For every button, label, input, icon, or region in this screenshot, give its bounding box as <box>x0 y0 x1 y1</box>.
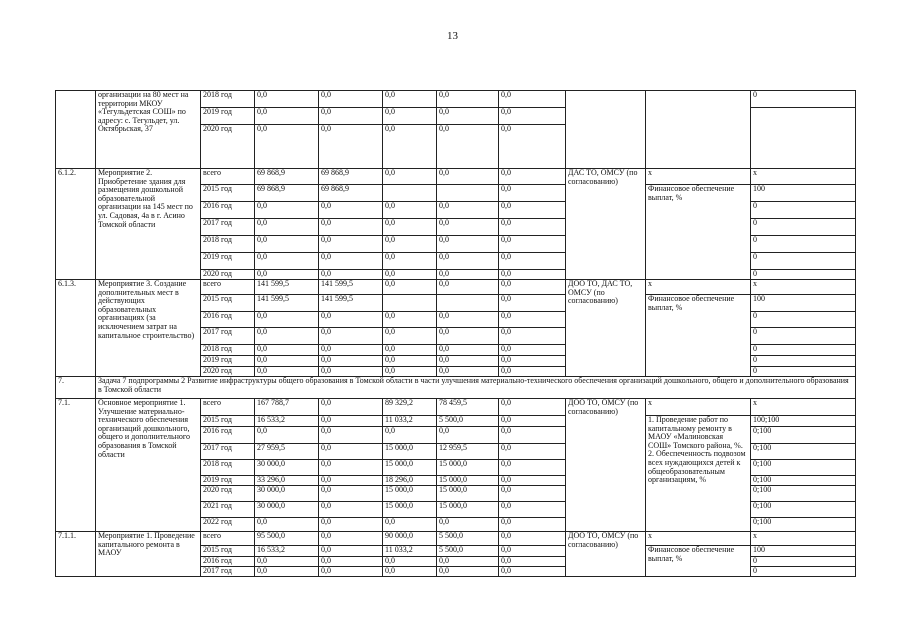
indicator-value: 100 <box>751 295 856 312</box>
indicator-value: 0 <box>751 367 856 377</box>
federal-cell: 0,0 <box>319 427 383 444</box>
extra-cell: 0,0 <box>499 567 566 577</box>
local-cell: 0,0 <box>437 202 499 219</box>
local-cell: 0,0 <box>437 367 499 377</box>
row-code: 7.1.1. <box>56 532 96 577</box>
year-cell: 2015 год <box>201 546 255 557</box>
indicator-value: 0;100 <box>751 476 856 486</box>
total-cell: 0,0 <box>255 125 319 169</box>
year-cell: всего <box>201 399 255 416</box>
executor-cell: ДАС ТО, ОМСУ (по согласованию) <box>566 169 646 280</box>
regional-cell: 0,0 <box>383 236 437 253</box>
extra-cell: 0,0 <box>499 328 566 345</box>
year-cell: 2015 год <box>201 185 255 202</box>
indicator-name: Финансовое обеспечение выплат, % <box>646 295 751 377</box>
total-cell: 16 533,2 <box>255 546 319 557</box>
extra-cell: 0,0 <box>499 532 566 546</box>
federal-cell: 0,0 <box>319 460 383 476</box>
year-cell: 2022 год <box>201 518 255 532</box>
measure-name: Основное мероприятие 1. Улучшение материально-технического обеспечения организаций дошкольного, общего и дополнительного образования в Томской области <box>96 399 201 532</box>
regional-cell <box>383 185 437 202</box>
year-cell: 2015 год <box>201 416 255 427</box>
local-cell: 0,0 <box>437 567 499 577</box>
year-cell: всего <box>201 280 255 295</box>
regional-cell: 0,0 <box>383 427 437 444</box>
extra-cell: 0,0 <box>499 295 566 312</box>
local-cell <box>437 295 499 312</box>
regional-cell: 0,0 <box>383 367 437 377</box>
local-cell: 0,0 <box>437 345 499 356</box>
measure-name: Мероприятие 3. Создание дополнительных мест в действующих образовательных организациях (за исключением затрат на капитальное строительство) <box>96 280 201 377</box>
extra-cell: 0,0 <box>499 108 566 125</box>
executor-cell: ДОО ТО, ОМСУ (по согласованию) <box>566 399 646 532</box>
total-cell: 0,0 <box>255 91 319 108</box>
total-cell: 0,0 <box>255 567 319 577</box>
extra-cell: 0,0 <box>499 312 566 328</box>
regional-cell: 0,0 <box>383 557 437 567</box>
extra-cell: 0,0 <box>499 202 566 219</box>
total-cell: 141 599,5 <box>255 280 319 295</box>
indicator-value: 100 <box>751 185 856 202</box>
indicator-value: 0;100 <box>751 518 856 532</box>
extra-cell: 0,0 <box>499 460 566 476</box>
total-cell: 0,0 <box>255 253 319 270</box>
regional-cell: 18 296,0 <box>383 476 437 486</box>
extra-cell: 0,0 <box>499 557 566 567</box>
federal-cell: 69 868,9 <box>319 169 383 185</box>
year-cell: 2018 год <box>201 345 255 356</box>
federal-cell: 0,0 <box>319 367 383 377</box>
extra-cell: 0,0 <box>499 486 566 502</box>
year-cell: 2019 год <box>201 356 255 367</box>
federal-cell: 0,0 <box>319 416 383 427</box>
federal-cell: 0,0 <box>319 236 383 253</box>
indicator-value: 0 <box>751 557 856 567</box>
indicator-value: 0;100 <box>751 502 856 518</box>
year-cell: всего <box>201 532 255 546</box>
indicator-cell: х <box>646 280 751 295</box>
year-cell: 2020 год <box>201 125 255 169</box>
indicator-cell: х <box>646 532 751 546</box>
indicator-value: 0 <box>751 345 856 356</box>
local-cell: 0,0 <box>437 253 499 270</box>
year-cell: 2017 год <box>201 444 255 460</box>
table-row <box>56 532 856 546</box>
regional-cell: 0,0 <box>383 253 437 270</box>
year-cell: 2018 год <box>201 460 255 476</box>
year-cell: 2016 год <box>201 427 255 444</box>
indicator-name <box>751 108 856 169</box>
regional-cell <box>383 295 437 312</box>
regional-cell: 15 000,0 <box>383 502 437 518</box>
regional-cell: 89 329,2 <box>383 399 437 416</box>
regional-cell: 0,0 <box>383 518 437 532</box>
program-table <box>55 90 856 577</box>
total-cell: 30 000,0 <box>255 486 319 502</box>
extra-cell: 0,0 <box>499 356 566 367</box>
total-cell: 30 000,0 <box>255 460 319 476</box>
local-cell: 0,0 <box>437 356 499 367</box>
federal-cell: 0,0 <box>319 399 383 416</box>
total-cell: 69 868,9 <box>255 169 319 185</box>
federal-cell: 141 599,5 <box>319 295 383 312</box>
regional-cell: 0,0 <box>383 345 437 356</box>
indicator-value: 0 <box>751 312 856 328</box>
executor-cell: ДОО ТО, ОМСУ (по согласованию) <box>566 532 646 577</box>
extra-cell: 0,0 <box>499 416 566 427</box>
total-cell: 0,0 <box>255 427 319 444</box>
task-text: Задача 7 подпрограммы 2 Развитие инфраструктуры общего образования в Томской области в части улучшения материально-технического обеспечения организаций дошкольного, общего и дополнительного образования в Томской области <box>96 377 856 399</box>
indicator-value: 0 <box>751 567 856 577</box>
indicator-value: 0;100 <box>751 427 856 444</box>
total-cell: 30 000,0 <box>255 502 319 518</box>
table-row <box>56 399 856 416</box>
executor-cell <box>566 91 646 169</box>
local-cell: 15 000,0 <box>437 486 499 502</box>
extra-cell: 0,0 <box>499 345 566 356</box>
indicator-value: 0 <box>751 270 856 280</box>
local-cell: 12 959,5 <box>437 444 499 460</box>
federal-cell: 0,0 <box>319 253 383 270</box>
extra-cell: 0,0 <box>499 270 566 280</box>
regional-cell: 15 000,0 <box>383 444 437 460</box>
federal-cell: 0,0 <box>319 518 383 532</box>
year-cell: 2015 год <box>201 295 255 312</box>
federal-cell: 0,0 <box>319 202 383 219</box>
indicator-value: 0 <box>751 91 856 108</box>
regional-cell: 0,0 <box>383 219 437 236</box>
row-code: 7.1. <box>56 399 96 532</box>
extra-cell: 0,0 <box>499 367 566 377</box>
task-row <box>56 377 856 399</box>
total-cell: 0,0 <box>255 236 319 253</box>
federal-cell: 0,0 <box>319 567 383 577</box>
table-row <box>56 280 856 295</box>
local-cell: 0,0 <box>437 125 499 169</box>
total-cell: 0,0 <box>255 345 319 356</box>
federal-cell: 0,0 <box>319 557 383 567</box>
indicator-name <box>646 91 751 169</box>
indicator-value: 0 <box>751 328 856 345</box>
local-cell: 0,0 <box>437 108 499 125</box>
local-cell: 0,0 <box>437 328 499 345</box>
local-cell: 15 000,0 <box>437 502 499 518</box>
total-cell: 0,0 <box>255 557 319 567</box>
indicator-cell: х <box>646 399 751 416</box>
extra-cell: 0,0 <box>499 399 566 416</box>
year-cell: 2019 год <box>201 108 255 125</box>
regional-cell: 0,0 <box>383 567 437 577</box>
task-code: 7. <box>56 377 96 399</box>
indicator-value: 100;100 <box>751 416 856 427</box>
federal-cell: 69 868,9 <box>319 185 383 202</box>
total-cell: 0,0 <box>255 356 319 367</box>
total-cell: 27 959,5 <box>255 444 319 460</box>
indicator-value: х <box>751 280 856 295</box>
row-code: 6.1.3. <box>56 280 96 377</box>
total-cell: 0,0 <box>255 518 319 532</box>
local-cell: 0,0 <box>437 270 499 280</box>
federal-cell: 0,0 <box>319 486 383 502</box>
measure-name: Мероприятие 1. Проведение капитального ремонта в МАОУ <box>96 532 201 577</box>
year-cell: всего <box>201 169 255 185</box>
extra-cell: 0,0 <box>499 125 566 169</box>
total-cell: 33 296,0 <box>255 476 319 486</box>
federal-cell: 0,0 <box>319 312 383 328</box>
indicator-name: Финансовое обеспечение выплат, % <box>646 546 751 577</box>
local-cell: 0,0 <box>437 236 499 253</box>
year-cell: 2019 год <box>201 253 255 270</box>
total-cell: 167 788,7 <box>255 399 319 416</box>
total-cell: 141 599,5 <box>255 295 319 312</box>
regional-cell: 0,0 <box>383 125 437 169</box>
total-cell: 95 500,0 <box>255 532 319 546</box>
regional-cell: 0,0 <box>383 280 437 295</box>
federal-cell: 0,0 <box>319 345 383 356</box>
extra-cell: 0,0 <box>499 185 566 202</box>
federal-cell: 0,0 <box>319 219 383 236</box>
indicator-value: 0;100 <box>751 486 856 502</box>
regional-cell: 11 033,2 <box>383 546 437 557</box>
federal-cell: 0,0 <box>319 91 383 108</box>
indicator-value: х <box>751 532 856 546</box>
indicator-value: х <box>751 169 856 185</box>
total-cell: 69 868,9 <box>255 185 319 202</box>
table-row <box>56 169 856 185</box>
regional-cell: 11 033,2 <box>383 416 437 427</box>
federal-cell: 0,0 <box>319 356 383 367</box>
indicator-name: Финансовое обеспечение выплат, % <box>646 185 751 280</box>
federal-cell: 0,0 <box>319 270 383 280</box>
regional-cell: 90 000,0 <box>383 532 437 546</box>
year-cell: 2018 год <box>201 236 255 253</box>
federal-cell: 0,0 <box>319 108 383 125</box>
extra-cell: 0,0 <box>499 518 566 532</box>
local-cell: 0,0 <box>437 557 499 567</box>
regional-cell: 0,0 <box>383 91 437 108</box>
indicator-value: 0 <box>751 219 856 236</box>
year-cell: 2016 год <box>201 557 255 567</box>
total-cell: 0,0 <box>255 108 319 125</box>
federal-cell: 0,0 <box>319 546 383 557</box>
extra-cell: 0,0 <box>499 253 566 270</box>
regional-cell: 0,0 <box>383 328 437 345</box>
regional-cell: 0,0 <box>383 169 437 185</box>
indicator-value: 100 <box>751 546 856 557</box>
local-cell: 5 500,0 <box>437 416 499 427</box>
indicator-value: 0 <box>751 253 856 270</box>
federal-cell: 0,0 <box>319 476 383 486</box>
regional-cell: 0,0 <box>383 202 437 219</box>
local-cell: 5 500,0 <box>437 546 499 557</box>
local-cell: 0,0 <box>437 280 499 295</box>
indicator-name: 1. Проведение работ по капитальному ремонту в МАОУ «Малиновская СОШ» Томского района, %. 2. Обеспеченность подвозом всех нуждающихся детей к общеобразовательным организациям, % <box>646 416 751 532</box>
local-cell: 15 000,0 <box>437 476 499 486</box>
regional-cell: 0,0 <box>383 356 437 367</box>
local-cell: 0,0 <box>437 91 499 108</box>
local-cell: 0,0 <box>437 169 499 185</box>
regional-cell: 0,0 <box>383 270 437 280</box>
local-cell: 0,0 <box>437 427 499 444</box>
federal-cell: 141 599,5 <box>319 280 383 295</box>
extra-cell: 0,0 <box>499 280 566 295</box>
indicator-value: 0;100 <box>751 444 856 460</box>
local-cell: 15 000,0 <box>437 460 499 476</box>
federal-cell: 0,0 <box>319 125 383 169</box>
federal-cell: 0,0 <box>319 532 383 546</box>
extra-cell: 0,0 <box>499 546 566 557</box>
extra-cell: 0,0 <box>499 427 566 444</box>
year-cell: 2018 год <box>201 91 255 108</box>
year-cell: 2020 год <box>201 270 255 280</box>
total-cell: 0,0 <box>255 328 319 345</box>
page-number: 13 <box>447 30 458 42</box>
year-cell: 2019 год <box>201 476 255 486</box>
indicator-value: 0 <box>751 236 856 253</box>
regional-cell: 0,0 <box>383 108 437 125</box>
total-cell: 16 533,2 <box>255 416 319 427</box>
row-code <box>56 91 96 169</box>
year-cell: 2017 год <box>201 219 255 236</box>
year-cell: 2020 год <box>201 367 255 377</box>
extra-cell: 0,0 <box>499 91 566 108</box>
extra-cell: 0,0 <box>499 236 566 253</box>
year-cell: 2016 год <box>201 312 255 328</box>
indicator-value: х <box>751 399 856 416</box>
regional-cell: 15 000,0 <box>383 460 437 476</box>
federal-cell: 0,0 <box>319 444 383 460</box>
local-cell: 5 500,0 <box>437 532 499 546</box>
local-cell: 0,0 <box>437 518 499 532</box>
year-cell: 2021 год <box>201 502 255 518</box>
year-cell: 2017 год <box>201 328 255 345</box>
indicator-value: 0 <box>751 356 856 367</box>
measure-name: организации на 80 мест на территории МКОУ «Тегульдетская СОШ» по адресу: с. Тегульдет, ул. Октябрьская, 37 <box>96 91 201 169</box>
local-cell: 0,0 <box>437 219 499 236</box>
indicator-cell: х <box>646 169 751 185</box>
table-row <box>56 91 856 108</box>
year-cell: 2016 год <box>201 202 255 219</box>
local-cell <box>437 185 499 202</box>
total-cell: 0,0 <box>255 219 319 236</box>
executor-cell: ДОО ТО, ДАС ТО, ОМСУ (по согласованию) <box>566 280 646 377</box>
extra-cell: 0,0 <box>499 219 566 236</box>
total-cell: 0,0 <box>255 202 319 219</box>
total-cell: 0,0 <box>255 312 319 328</box>
year-cell: 2020 год <box>201 486 255 502</box>
total-cell: 0,0 <box>255 367 319 377</box>
indicator-value: 0 <box>751 202 856 219</box>
extra-cell: 0,0 <box>499 169 566 185</box>
regional-cell: 0,0 <box>383 312 437 328</box>
indicator-value: 0;100 <box>751 460 856 476</box>
row-code: 6.1.2. <box>56 169 96 280</box>
local-cell: 0,0 <box>437 312 499 328</box>
extra-cell: 0,0 <box>499 444 566 460</box>
federal-cell: 0,0 <box>319 502 383 518</box>
year-cell: 2017 год <box>201 567 255 577</box>
local-cell: 78 459,5 <box>437 399 499 416</box>
federal-cell: 0,0 <box>319 328 383 345</box>
extra-cell: 0,0 <box>499 476 566 486</box>
regional-cell: 15 000,0 <box>383 486 437 502</box>
total-cell: 0,0 <box>255 270 319 280</box>
measure-name: Мероприятие 2. Приобретение здания для размещения дошкольной образовательной организации на 145 мест по ул. Садовая, 4а в г. Асино Томской области <box>96 169 201 280</box>
extra-cell: 0,0 <box>499 502 566 518</box>
